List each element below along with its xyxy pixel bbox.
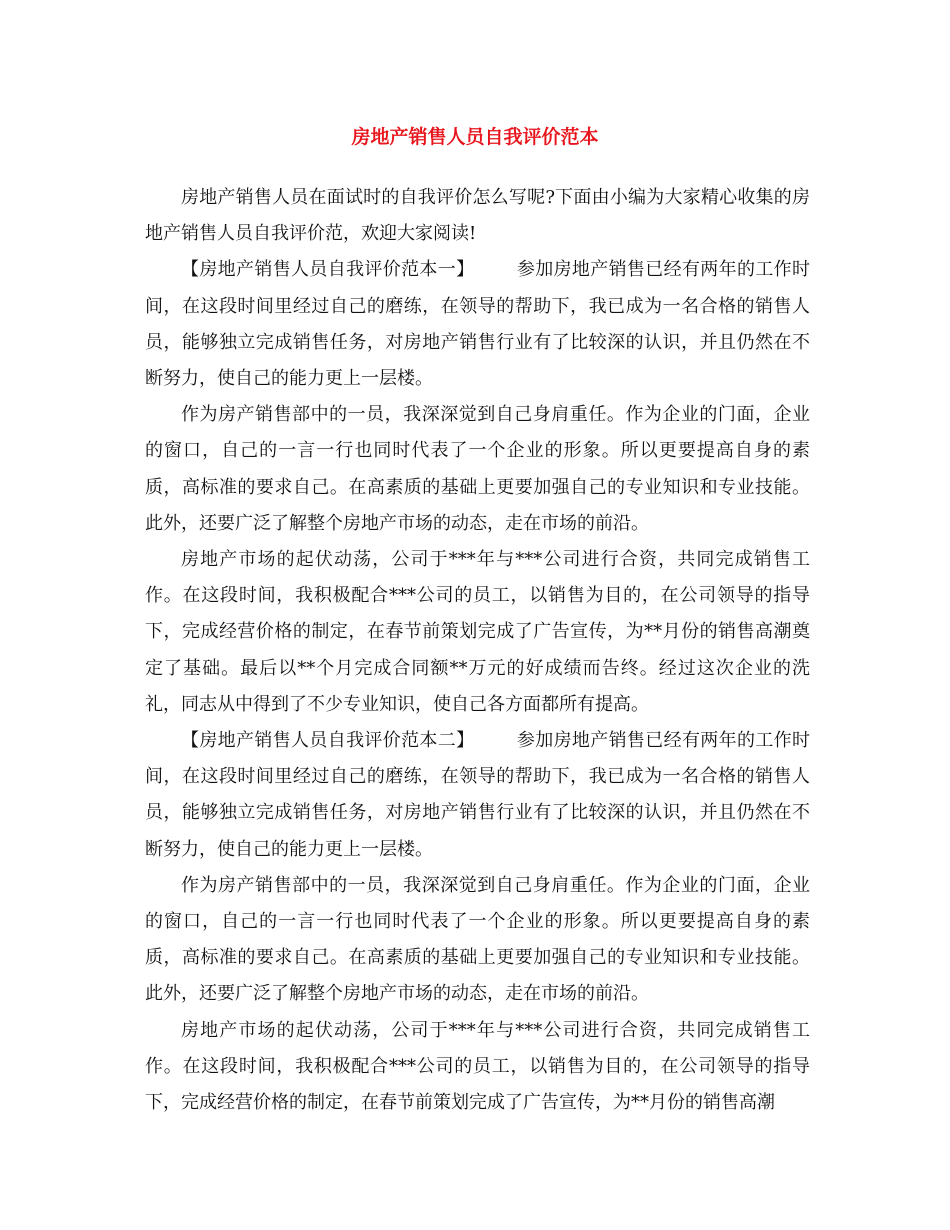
section-2-lead: 参加房地产销售已经有两年的工作时间，在这段时间里经过自己的磨练，在领导的帮助下，我已成为一名合格的销售人员，能够独立完成销售任务，对房地产销售行业有了比较深的认识，并且仍然在不断努力，使自己的能力更上一层楼。 — [145, 730, 810, 860]
document-title: 房地产销售人员自我评价范本 — [351, 126, 599, 148]
section-1-lead: 参加房地产销售已经有两年的工作时间，在这段时间里经过自己的磨练，在领导的帮助下，我已成为一名合格的销售人员，能够独立完成销售任务，对房地产销售行业有了比较深的认识，并且仍然在不断努力，使自己的能力更上一层楼。 — [145, 259, 810, 390]
section-1-heading: 【房地产销售人员自我评价范本一】 — [181, 259, 475, 281]
heading-gap — [474, 259, 516, 280]
section-2-heading: 【房地产销售人员自我评价范本二】 — [181, 730, 475, 752]
section-2-paragraph-2: 作为房产销售部中的一员，我深深觉到自己身肩重任。作为企业的门面，企业的窗口，自己的一言一行也同时代表了一个企业的形象。所以更要提高自身的素质，高标准的要求自己。在高素质的基础上更要加强自己的专业知识和专业技能。此外，还要广泛了解整个房地产市场的动态，走在市场的前沿。 — [145, 874, 810, 1005]
intro-paragraph: 房地产销售人员在面试时的自我评价怎么写呢?下面由小编为大家精心收集的房地产销售人员自我评价范，欢迎大家阅读! — [145, 187, 810, 245]
heading-gap — [474, 730, 516, 751]
section-2-paragraph — [145, 723, 810, 868]
section-1-paragraph — [145, 252, 810, 397]
section-2-paragraph-3: 房地产市场的起伏动荡，公司于***年与***公司进行合资，共同完成销售工作。在这段时间，我积极配合***公司的员工，以销售为目的，在公司领导的指导下，完成经营价格的制定，在春节前策划完成了广告宣传，为**月份的销售高潮 — [145, 1019, 810, 1114]
section-1-paragraph-3: 房地产市场的起伏动荡，公司于***年与***公司进行合资，共同完成销售工作。在这段时间，我积极配合***公司的员工，以销售为目的，在公司领导的指导下，完成经营价格的制定，在春节前策划完成了广告宣传，为**月份的销售高潮奠定了基础。最后以**个月完成合同额**万元的好成绩而告终。经过这次企业的洗礼，同志从中得到了不少专业知识，使自己各方面都所有提高。 — [145, 549, 810, 715]
document-body — [145, 180, 810, 1121]
section-1-paragraph-2: 作为房产销售部中的一员，我深深觉到自己身肩重任。作为企业的门面，企业的窗口，自己的一言一行也同时代表了一个企业的形象。所以更要提高自身的素质，高标准的要求自己。在高素质的基础上更要加强自己的专业知识和专业技能。此外，还要广泛了解整个房地产市场的动态，走在市场的前沿。 — [145, 404, 810, 534]
